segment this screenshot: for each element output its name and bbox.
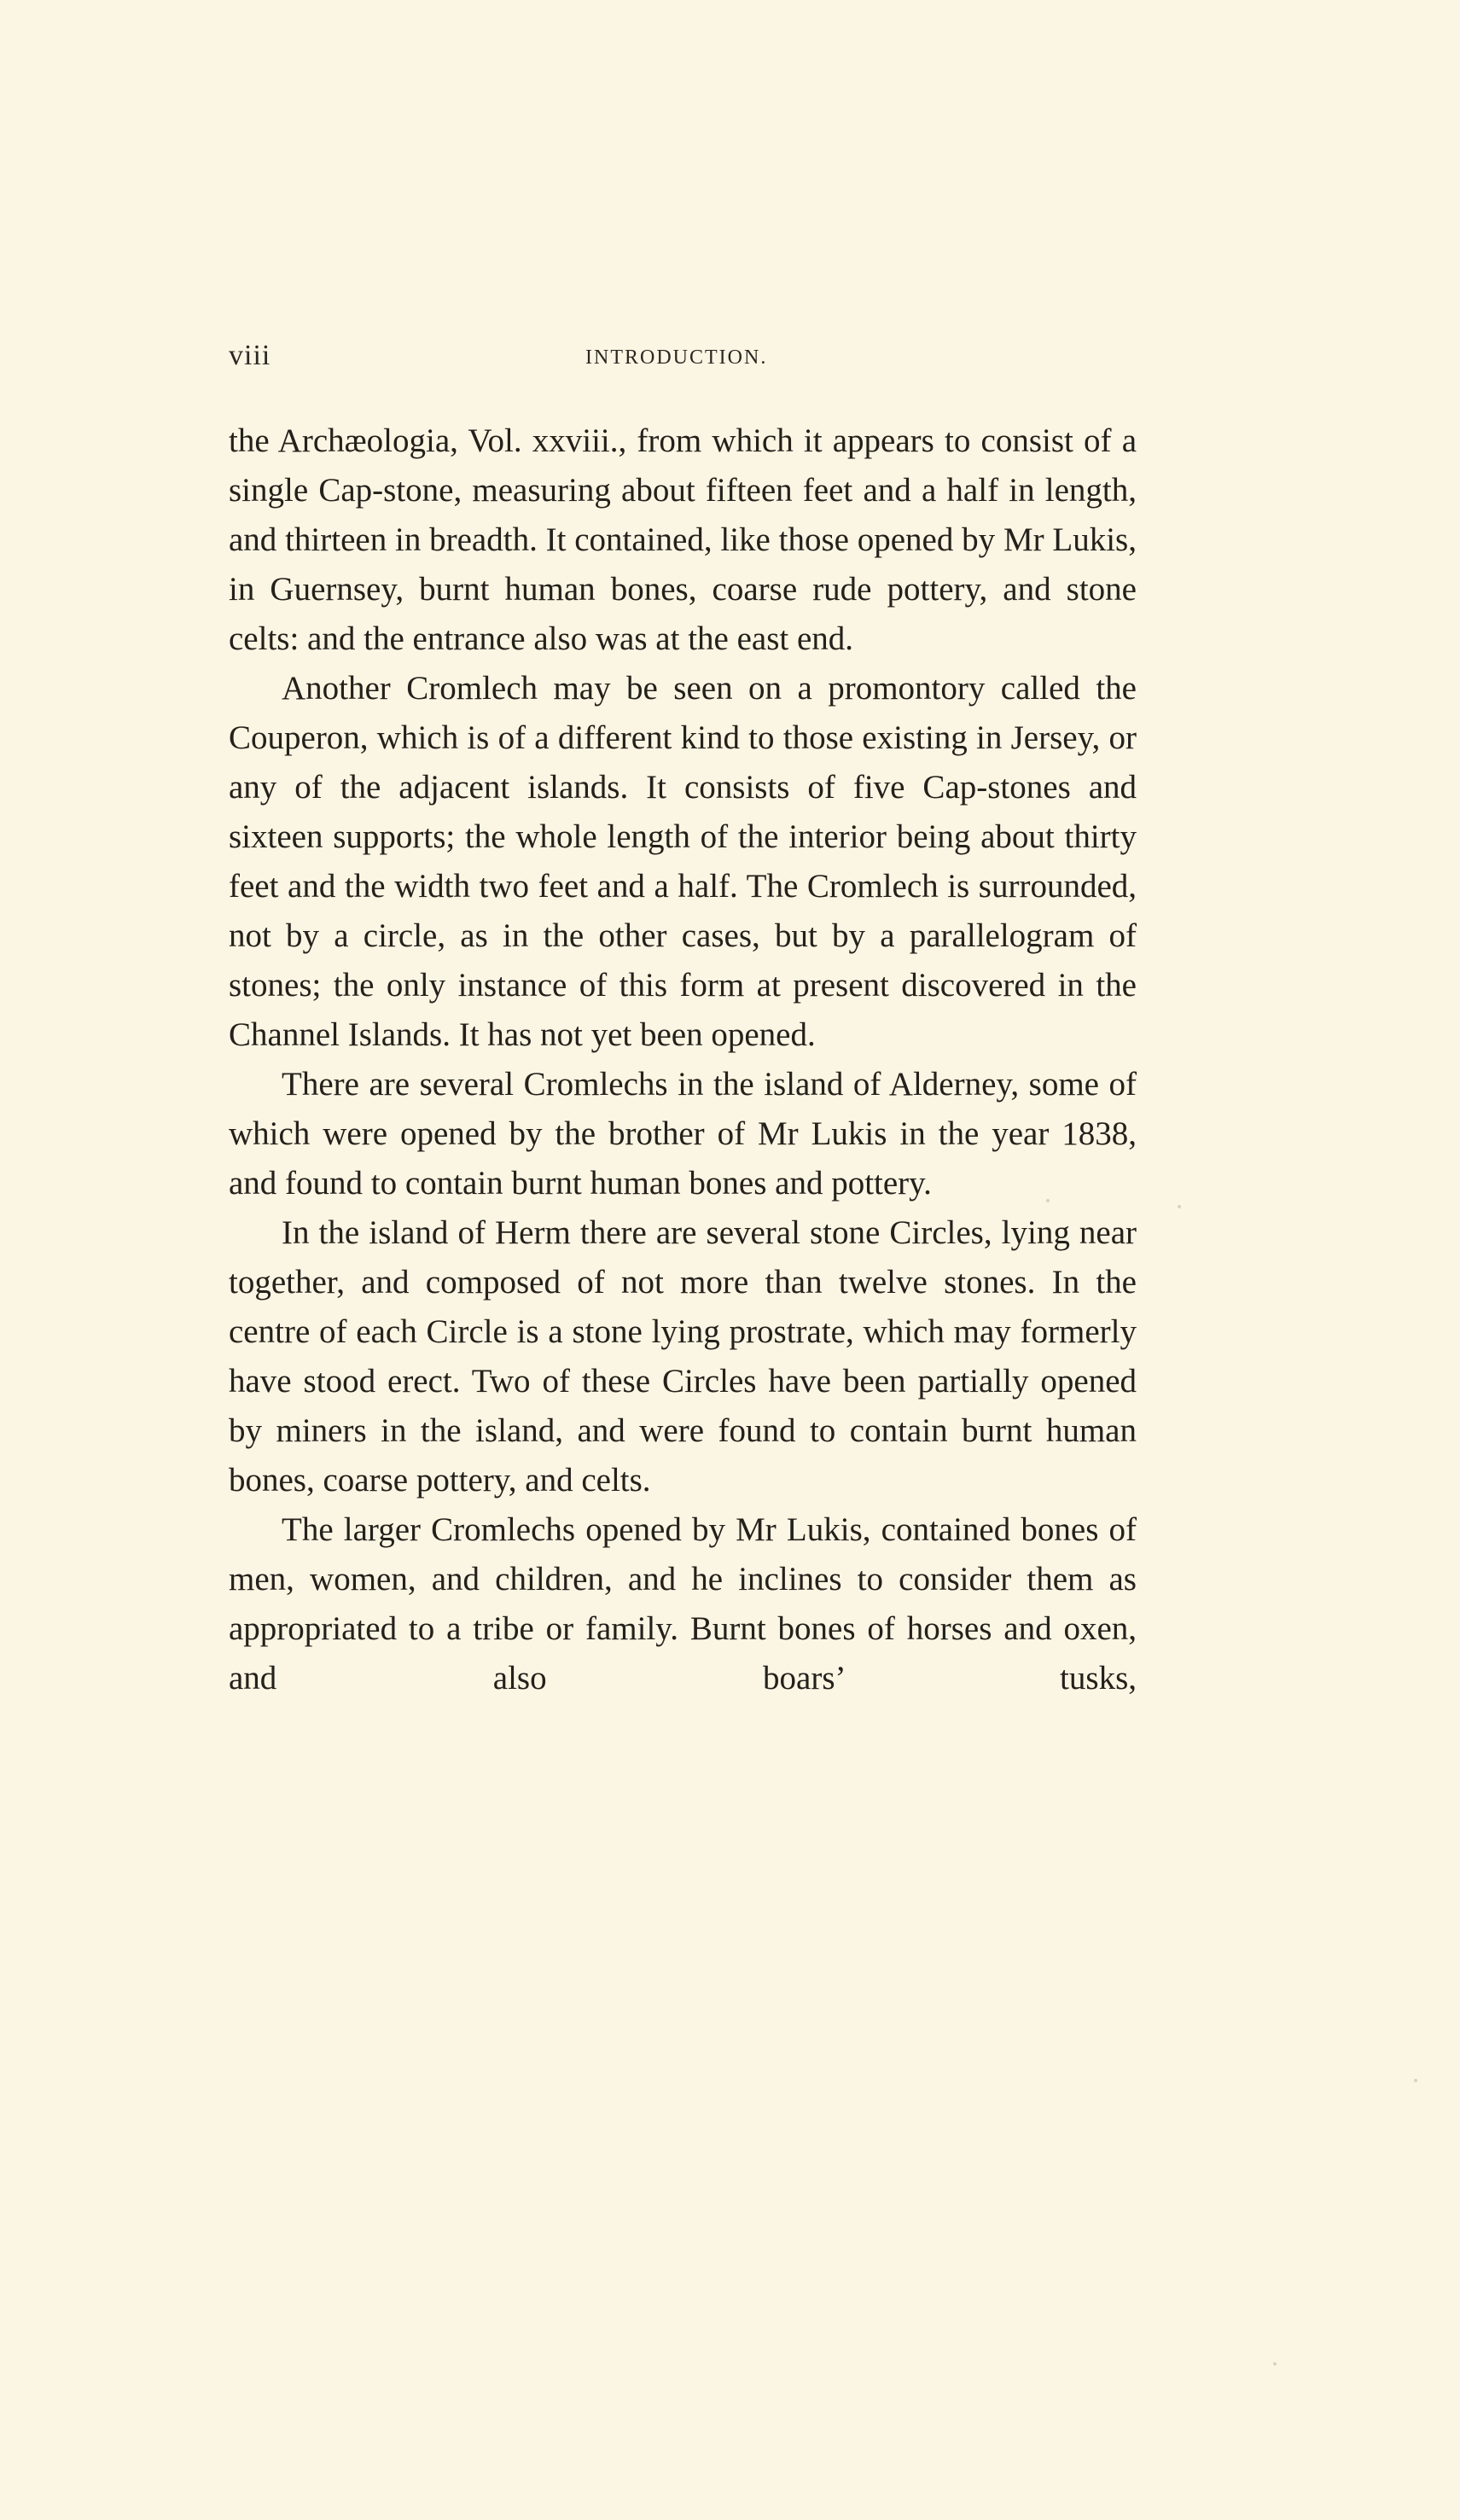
- paper-speck: [1273, 2362, 1277, 2366]
- paragraph-4: In the island of Herm there are several stone Circles, lying near together, and composed of not more than twelve stones. In the centre of each Circle is a stone lying prostrate, which may formerly have stood erect. Two of these Circles have been partially opened by miners in the island, and were found to contain burnt human bones, coarse pottery, and celts.: [229, 1214, 1137, 1499]
- paper-speck: [1414, 2079, 1417, 2082]
- body-text: [229, 416, 1137, 1703]
- paragraph-5: The larger Cromlechs opened by Mr Lukis, contained bones of men, women, and children, and he inclines to consider them as appropriated to a tribe or family. Burnt bones of horses and oxen, and also boars’ tusks,: [229, 1511, 1137, 1696]
- paper-speck: [1178, 1205, 1181, 1208]
- page-number: viii: [229, 340, 271, 371]
- paragraph-3: There are several Cromlechs in the island of Alderney, some of which were opened by the brother of Mr Lukis in the year 1838, and found to contain burnt human bones and pottery.: [229, 1066, 1137, 1202]
- running-head: [229, 340, 1137, 391]
- paragraph-2: Another Cromlech may be seen on a promontory called the Couperon, which is of a different kind to those existing in Jersey, or any of the adjacent islands. It consists of five Cap-stones and sixteen supports; the whole length of the interior being about thirty feet and the width two feet and a half. The Cromlech is surrounded, not by a circle, as in the other cases, but by a parallelogram of stones; the only instance of this form at present discovered in the Channel Islands. It has not yet been opened.: [229, 670, 1137, 1053]
- paper-speck: [1046, 1199, 1050, 1202]
- running-title: INTRODUCTION.: [585, 346, 768, 369]
- paragraph-1: the Archæologia, Vol. xxviii., from which it appears to consist of a single Cap-stone, measuring about fifteen feet and a half in length, and thirteen in breadth. It contained, like those opened by Mr Lukis, in Guernsey, burnt human bones, coarse rude pottery, and stone celts: and the entrance also was at the east end.: [229, 422, 1137, 657]
